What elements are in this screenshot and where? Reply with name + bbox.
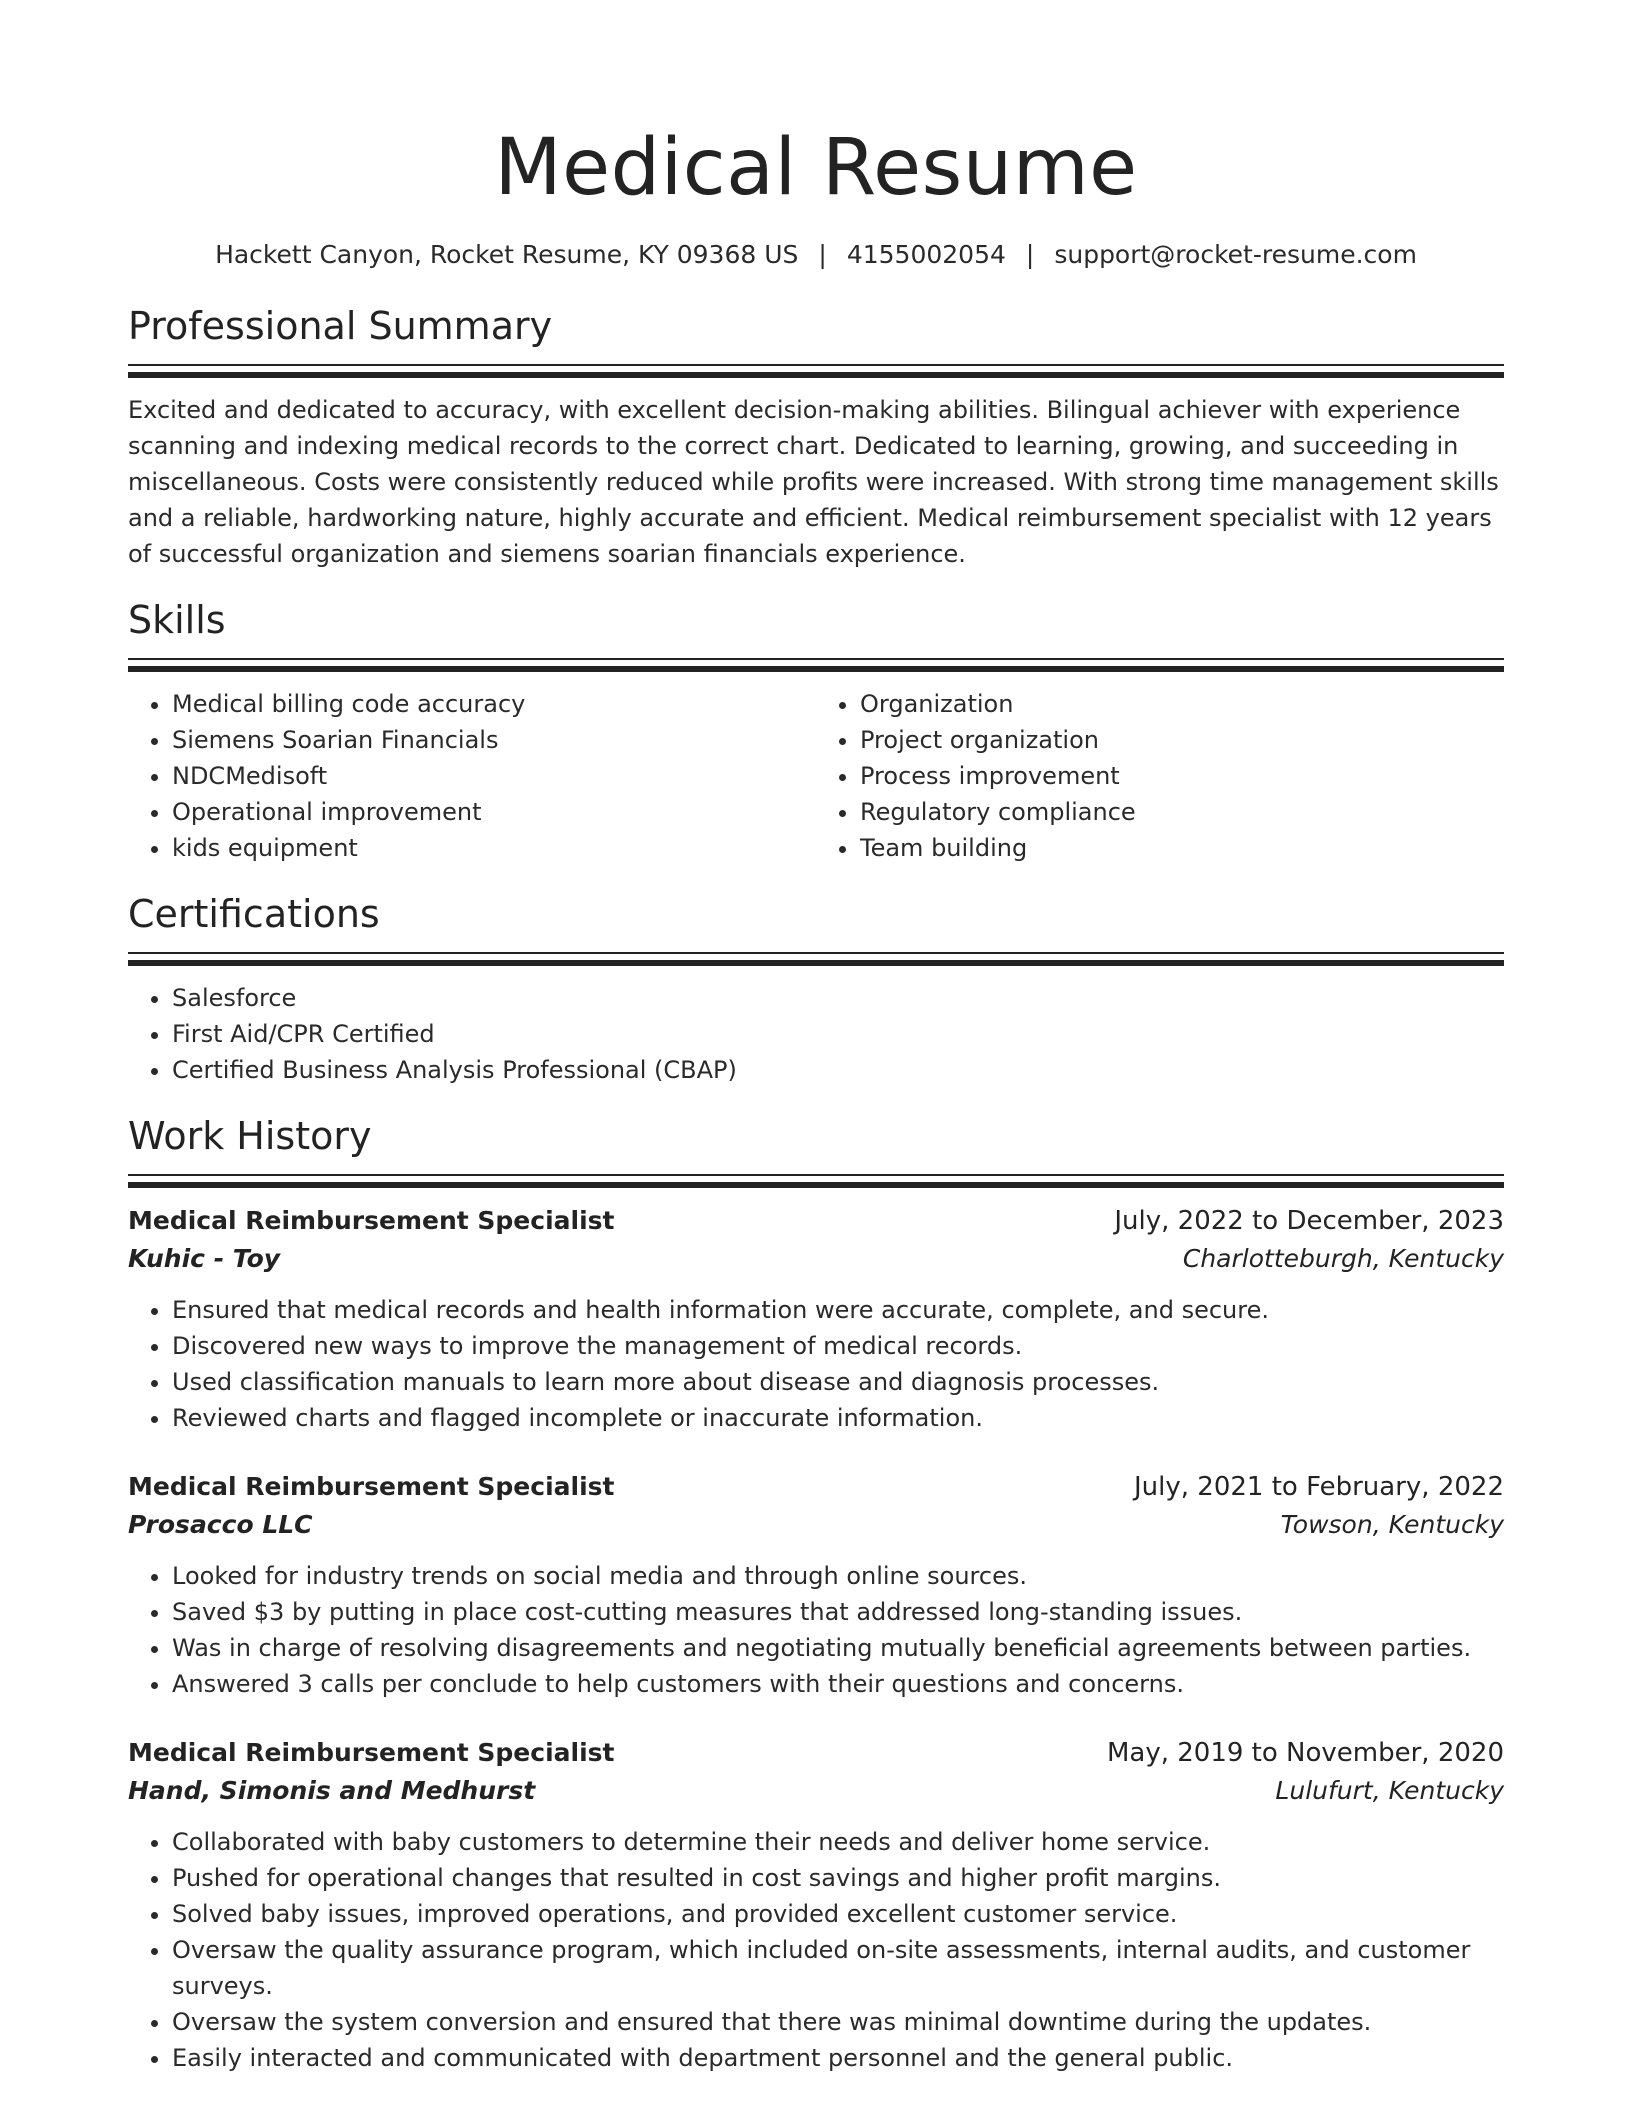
section-divider (128, 364, 1504, 378)
skill-item: • Project organization (860, 722, 1504, 758)
skills-list-left (128, 686, 816, 866)
skill-item: • Operational improvement (172, 794, 816, 830)
certification-item: • Certified Business Analysis Professional (CBAP) (172, 1052, 1504, 1088)
job-location: Towson, Kentucky (1280, 1510, 1504, 1539)
skill-item: • Organization (860, 686, 1504, 722)
job-bullet: • Solved baby issues, improved operations, and provided excellent customer service. (172, 1896, 1504, 1932)
section-divider (128, 1174, 1504, 1188)
work-history-section (128, 1112, 1504, 2076)
job-entry (128, 1734, 1504, 2076)
job-bullet: • Easily interacted and communicated with department personnel and the general public. (172, 2040, 1504, 2076)
job-bullet: • Oversaw the quality assurance program, which included on-site assessments, internal audits, and customer surveys. (172, 1932, 1504, 2004)
job-dates: July, 2021 to February, 2022 (1134, 1472, 1504, 1502)
job-bullet: • Was in charge of resolving disagreements and negotiating mutually beneficial agreements between parties. (172, 1630, 1504, 1666)
job-bullet: • Ensured that medical records and health information were accurate, complete, and secure. (172, 1292, 1504, 1328)
job-title: Medical Reimbursement Specialist (128, 1738, 615, 1767)
section-title-skills: Skills (128, 598, 226, 642)
job-bullet: • Used classification manuals to learn more about disease and diagnosis processes. (172, 1364, 1504, 1400)
job-company: Prosacco LLC (128, 1510, 313, 1539)
certifications-section (128, 890, 1504, 1088)
job-bullet: • Saved $3 by putting in place cost-cutting measures that addressed long-standing issues. (172, 1594, 1504, 1630)
job-bullet: • Oversaw the system conversion and ensured that there was minimal downtime during the updates. (172, 2004, 1504, 2040)
section-title-summary: Professional Summary (128, 304, 553, 348)
summary-section (128, 302, 1504, 572)
section-title-work-history: Work History (128, 1114, 372, 1158)
contact-line (128, 238, 1504, 272)
job-entry (128, 1202, 1504, 1436)
skill-item: • Medical billing code accuracy (172, 686, 816, 722)
skill-item: • Process improvement (860, 758, 1504, 794)
job-title: Medical Reimbursement Specialist (128, 1472, 615, 1501)
job-bullet: • Answered 3 calls per conclude to help customers with their questions and concerns. (172, 1666, 1504, 1702)
certification-item: • First Aid/CPR Certified (172, 1016, 1504, 1052)
skills-section (128, 596, 1504, 866)
job-company: Kuhic - Toy (128, 1244, 281, 1273)
certifications-list (128, 980, 1504, 1088)
skill-item: • kids equipment (172, 830, 816, 866)
job-entry (128, 1468, 1504, 1702)
job-bullet: • Collaborated with baby customers to determine their needs and deliver home service. (172, 1824, 1504, 1860)
contact-separator: | (1025, 240, 1035, 269)
job-company: Hand, Simonis and Medhurst (128, 1776, 536, 1805)
skill-item: • Siemens Soarian Financials (172, 722, 816, 758)
section-title-certifications: Certifications (128, 892, 380, 936)
job-bullets (128, 1292, 1504, 1436)
job-bullet: • Looked for industry trends on social media and through online sources. (172, 1558, 1504, 1594)
section-divider (128, 658, 1504, 672)
skills-list-right (816, 686, 1504, 866)
job-title: Medical Reimbursement Specialist (128, 1206, 615, 1235)
skills-columns (128, 686, 1504, 866)
certification-item: • Salesforce (172, 980, 1504, 1016)
skill-item: • NDCMedisoft (172, 758, 816, 794)
contact-phone: 4155002054 (846, 240, 1006, 269)
job-bullets (128, 1824, 1504, 2076)
job-location: Lulufurt, Kentucky (1275, 1776, 1504, 1805)
resume-name: Medical Resume (494, 123, 1138, 213)
job-bullet: • Pushed for operational changes that resulted in cost savings and higher profit margins. (172, 1860, 1504, 1896)
contact-email: support@rocket-resume.com (1054, 240, 1417, 269)
skill-item: • Regulatory compliance (860, 794, 1504, 830)
job-location: Charlotteburgh, Kentucky (1182, 1244, 1504, 1273)
contact-separator: | (818, 240, 827, 269)
summary-text: Excited and dedicated to accuracy, with excellent decision-making abilities. Bilingual achiever with experience scanning and indexing medical records to the correct chart. Dedicated to learning, growing, and succeeding in miscellaneous. Costs were consistently reduced while profits were increased. With strong time management skills and a reliable, hardworking nature, highly accurate and efficient. Medical reimbursement specialist with 12 years of successful organization and siemens soarian financials experience. (128, 396, 1499, 568)
section-divider (128, 952, 1504, 966)
job-bullet: • Reviewed charts and flagged incomplete or inaccurate information. (172, 1400, 1504, 1436)
job-bullet: • Discovered new ways to improve the management of medical records. (172, 1328, 1504, 1364)
job-bullets (128, 1558, 1504, 1702)
skill-item: • Team building (860, 830, 1504, 866)
resume-content (128, 112, 1504, 2076)
job-dates: July, 2022 to December, 2023 (1114, 1206, 1504, 1236)
job-dates: May, 2019 to November, 2020 (1106, 1738, 1504, 1768)
contact-address: Hackett Canyon, Rocket Resume, KY 09368 US (215, 240, 799, 269)
